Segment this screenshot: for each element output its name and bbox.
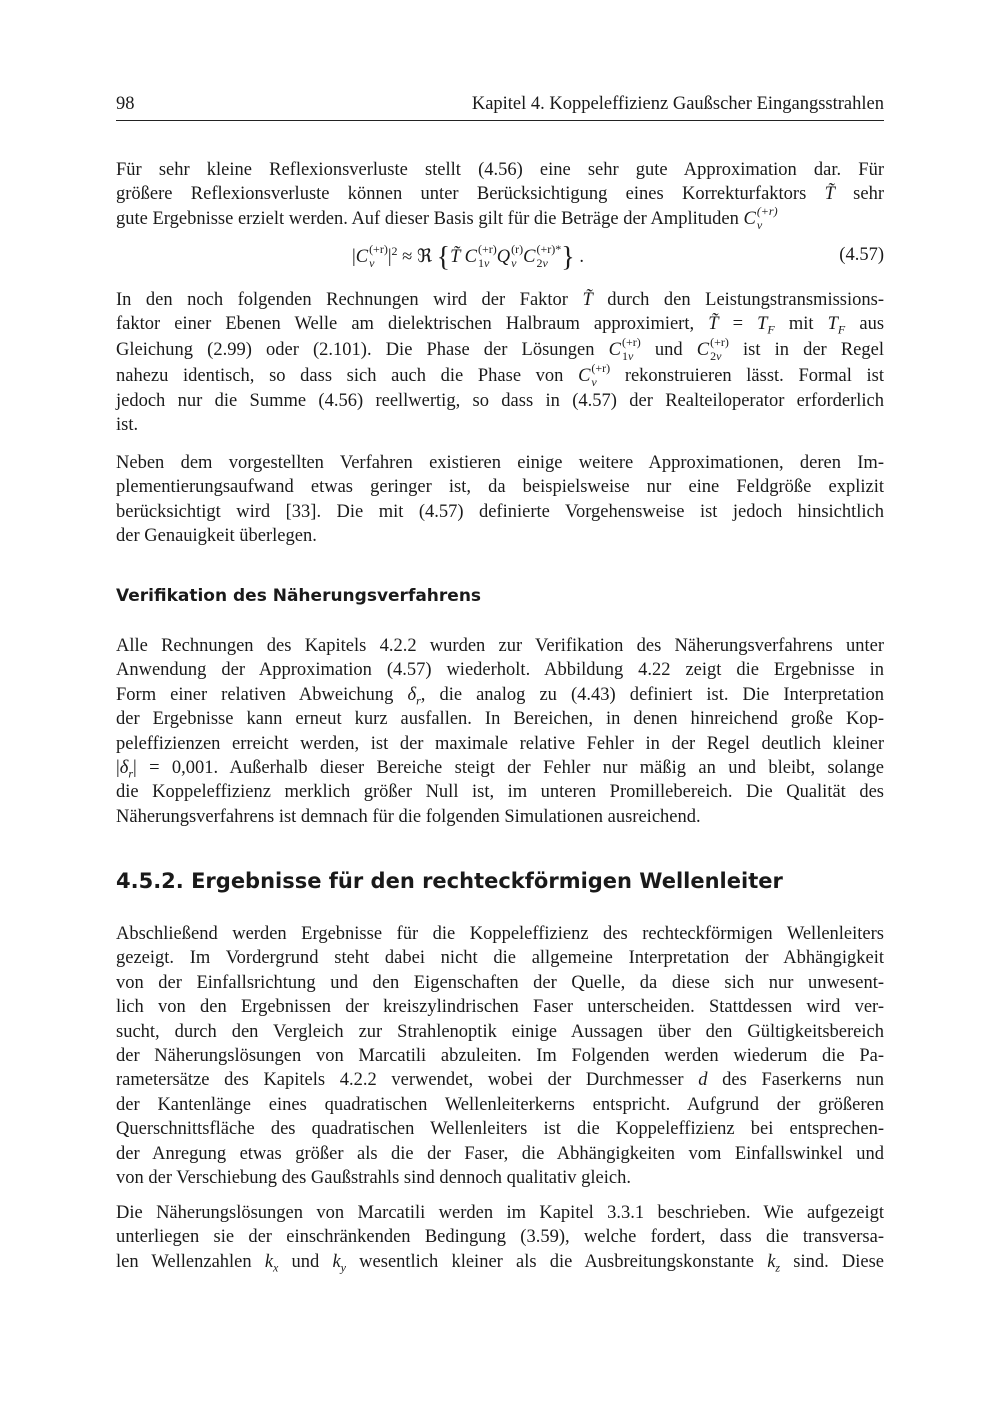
text-line: gezeigt. Im Vordergrund steht dabei nicht die allgemeine Interpretation der Abhängigkeit: [116, 948, 884, 969]
text-line: der Genauigkeit überlegen.: [116, 526, 317, 547]
section-heading: 4.5.2. Ergebnisse für den rechteckförmigen Wellenleiter: [116, 869, 783, 893]
text-line: von der Verschiebung des Gaußstrahls sind dennoch qualitativ gleich.: [116, 1168, 631, 1189]
text-line: ist.: [116, 415, 139, 436]
text-line: Die Näherungslösungen von Marcatili werden im Kapitel 3.3.1 beschrieben. Wie aufgezeigt: [116, 1203, 884, 1223]
text-line: plementierungsaufwand etwas geringer ist, da beispielsweise nur eine Feldgröße explizit: [116, 477, 884, 498]
text-line: In den noch folgenden Rechnungen wird der Faktor T̃ durch den Leistungstransmissions-: [116, 290, 884, 310]
subsection-heading: Verifikation des Näherungsverfahrens: [116, 586, 482, 606]
text-line: Neben dem vorgestellten Verfahren existieren einige weitere Approximationen, deren Im-: [116, 453, 884, 473]
text-line: Form einer relativen Abweichung $\delta_r$, die analog zu (4.43) definiert ist. Die Interpretation: [116, 684, 884, 708]
text-line: Näherungsverfahrens ist demnach für die folgenden Simulationen ausreichend.: [116, 806, 701, 827]
paragraph-rectangular-results: [116, 922, 884, 1190]
paragraph-approximation: [116, 288, 884, 438]
text-line: len Wellenzahlen $k_x$ und $k_y$ wesentlich kleiner als die Ausbreitungskonstante $k_z$ sind. Diese: [116, 1251, 885, 1275]
text-line: faktor einer Ebenen Welle am dielektrischen Halbraum approximiert, T̃ = $T_F$ mit $T_F$ aus: [116, 314, 885, 338]
text-line: peleffizienzen erreicht werden, ist der maximale relative Fehler in der Regel deutlich kleiner: [116, 733, 884, 754]
running-title: Kapitel 4. Koppeleffizienz Gaußscher Eingangsstrahlen: [471, 94, 884, 114]
text-line: Gleichung (2.99) oder (2.101). Die Phase der Lösungen C (+r) 1ν und C (+r) 2ν ist in der Regel: [116, 334, 884, 363]
text-line: Anwendung der Approximation (4.57) wiederholt. Abbildung 4.22 zeigt die Ergebnisse in: [116, 660, 884, 681]
paragraph-other-approximations: [116, 451, 884, 549]
text-line: berücksichtigt wird [33]. Die mit (4.57) definierte Vorgehensweise ist jedoch hinsichtlich: [116, 501, 884, 522]
text-line: Alle Rechnungen des Kapitels 4.2.2 wurden zur Verifikation des Näherungsverfahrens unter: [116, 636, 884, 656]
paragraph-verification: [116, 634, 884, 829]
page-number: 98: [116, 94, 135, 114]
math-C-nu: C (+r) ν: [743, 203, 778, 232]
text-line: rametersätze des Kapitels 4.2.2 verwendet, wobei der Durchmesser d des Faserkerns nun: [116, 1070, 885, 1091]
text-line: nahezu identisch, so dass sich auch die Phase von C (+r) ν rekonstruieren lässt. Formal ist: [116, 360, 884, 389]
text-line: gute Ergebnisse erzielt werden. Auf dieser Basis gilt für die Beträge der Amplituden C (+r) ν: [116, 203, 778, 232]
text-line: unterliegen sie der einschränkenden Bedingung (3.59), welche fordert, dass die transversa-: [116, 1227, 884, 1248]
text-line: Querschnittsfläche des quadratischen Wellenleiters ist die Koppeleffizienz bei entsprechen-: [116, 1119, 884, 1140]
text-line: der Kantenlänge eines quadratischen Wellenleiterkerns entspricht. Aufgrund der größeren: [116, 1094, 884, 1115]
math-T-tilde: T̃: [824, 184, 835, 205]
paragraph-marcatili: [116, 1201, 884, 1274]
text-line: jedoch nur die Summe (4.56) reellwertig, so dass in (4.57) der Realteiloperator erforderlich: [116, 390, 884, 411]
text-line: lich von den Ergebnissen der kreiszylindrischen Faser unterscheiden. Stattdessen wird ver-: [116, 997, 884, 1018]
text-line: der Ergebnisse kann erneut kurz ausfallen. In Bereichen, in denen hinreichend große Kop-: [116, 709, 884, 730]
paragraph-intro: [116, 158, 884, 232]
text-line: der Näherungslösungen von Marcatili abzuleiten. Im Folgenden werden wiederum die Pa-: [116, 1046, 884, 1067]
text-line: die Koppeleffizienz merklich größer Null ist, im unteren Promillebereich. Die Qualität des: [116, 782, 884, 803]
text-line: Abschließend werden Ergebnisse für die Koppeleffizienz des rechteckförmigen Wellenleiters: [116, 924, 884, 944]
equation-4-57: [116, 236, 884, 276]
text-line: größere Reflexionsverluste können unter Berücksichtigung eines Korrekturfaktors T̃ sehr: [116, 184, 884, 205]
text-line: sucht, durch den Vergleich zur Strahlenoptik einige Aussagen über den Gültigkeitsbereich: [116, 1021, 884, 1042]
equation-body: |C (+r) ν $|^2$ ≈ ℜ {T̃ C (+r) 1ν Q (r) ν C (+r)* 2ν } .: [352, 241, 584, 273]
equation-number: (4.57): [839, 245, 884, 265]
text-line: $|\delta_r| = 0,001$. Außerhalb dieser Bereiche steigt der Fehler nur mäßig an und bleibt, solange: [116, 758, 884, 781]
text-line: Für sehr kleine Reflexionsverluste stellt (4.56) eine sehr gute Approximation dar. Für: [116, 160, 884, 180]
text-line: von der Einfallsrichtung und den Eigenschaften der Quelle, da diese sich nur unwesent-: [116, 972, 884, 993]
running-header: [116, 94, 884, 121]
text-line: der Anregung etwas größer als die der Faser, die Abhängigkeiten vom Einfallswinkel und: [116, 1143, 884, 1164]
